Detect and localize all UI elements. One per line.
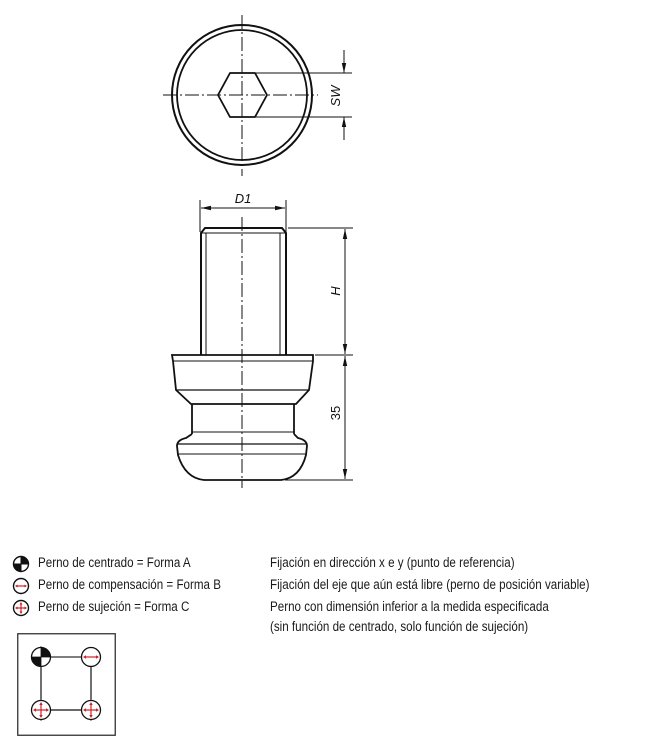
shaft-outline <box>201 228 286 355</box>
legend-description: Fijación del eje que aún está libre (perno de posición variable) <box>270 577 590 592</box>
legend-description: Fijación en dirección x e y (punto de referencia) <box>270 555 515 570</box>
layout-compensation-pin-icon <box>82 647 101 667</box>
layout-frame <box>18 634 116 736</box>
legend-label: Perno de sujeción = Forma C <box>38 599 190 614</box>
base-height-label: 35 <box>328 405 343 421</box>
layout-clamping-pin-icon <box>32 701 51 720</box>
legend-label: Perno de compensación = Forma B <box>38 577 221 592</box>
legend-label: Perno de centrado = Forma A <box>38 555 191 570</box>
compensation-pin-icon <box>12 577 30 595</box>
layout-centering-pin-icon <box>32 648 51 667</box>
h-dimension-label: H <box>328 286 343 296</box>
top-view <box>163 15 352 176</box>
layout-clamping-pin-icon <box>82 701 101 720</box>
centering-pin-icon <box>12 555 30 573</box>
legend-description-line2: (sin función de centrado, solo función de sujeción) <box>270 619 529 634</box>
side-view <box>172 191 353 488</box>
pin-layout-diagram <box>17 633 116 736</box>
d1-dimension-label: D1 <box>234 191 252 206</box>
sw-dimension-label: SW <box>328 85 343 107</box>
clamping-pin-icon <box>12 599 30 617</box>
legend-description: Perno con dimensión inferior a la medida especificada <box>270 599 549 614</box>
